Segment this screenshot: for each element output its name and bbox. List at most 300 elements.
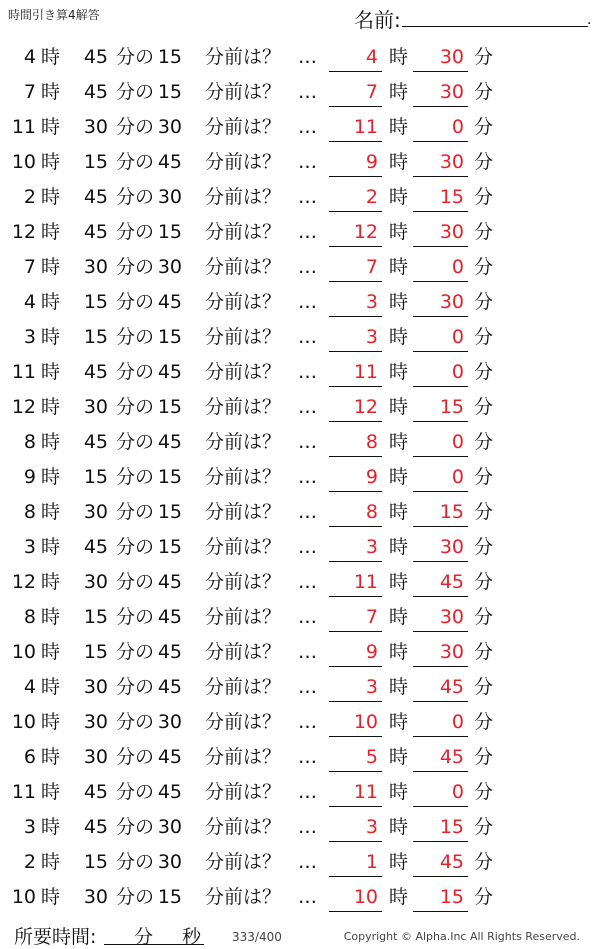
problem-row xyxy=(0,215,600,250)
answer-minute-unit: 分 xyxy=(474,396,494,418)
answer-minute-underline xyxy=(413,351,468,352)
answer-hour: 11 xyxy=(353,571,378,593)
hour-unit: 時 xyxy=(41,816,61,838)
start-hour: 10 xyxy=(11,151,36,173)
answer-hour-unit: 時 xyxy=(389,711,409,733)
subtract-minutes: 15 xyxy=(157,221,182,243)
problem-row xyxy=(0,565,600,600)
hour-unit: 時 xyxy=(41,431,61,453)
minute-of-label: 分の xyxy=(116,816,155,838)
answer-hour-underline xyxy=(329,281,382,282)
ellipsis: … xyxy=(298,326,317,348)
before-label: 分前は？ xyxy=(205,116,282,138)
ellipsis: … xyxy=(298,746,317,768)
ellipsis: … xyxy=(298,536,317,558)
ellipsis: … xyxy=(298,851,317,873)
minute-of-label: 分の xyxy=(116,711,155,733)
answer-minute-underline xyxy=(413,876,468,877)
answer-minute-underline xyxy=(413,526,468,527)
answer-minute-underline xyxy=(413,316,468,317)
answer-hour: 3 xyxy=(365,676,378,698)
start-hour: 8 xyxy=(23,606,36,628)
start-hour: 12 xyxy=(11,221,36,243)
before-label: 分前は？ xyxy=(205,466,282,488)
answer-hour-unit: 時 xyxy=(389,886,409,908)
problem-row xyxy=(0,285,600,320)
start-minute: 45 xyxy=(83,536,108,558)
problem-row xyxy=(0,355,600,390)
minute-of-label: 分の xyxy=(116,851,155,873)
start-minute: 45 xyxy=(83,46,108,68)
start-minute: 15 xyxy=(83,466,108,488)
ellipsis: … xyxy=(298,396,317,418)
answer-minute-unit: 分 xyxy=(474,571,494,593)
answer-hour-underline xyxy=(329,421,382,422)
start-minute: 30 xyxy=(83,886,108,908)
problem-row xyxy=(0,635,600,670)
hour-unit: 時 xyxy=(41,606,61,628)
subtract-minutes: 30 xyxy=(157,711,182,733)
start-hour: 10 xyxy=(11,711,36,733)
minute-of-label: 分の xyxy=(116,606,155,628)
start-minute: 30 xyxy=(83,676,108,698)
answer-minute-unit: 分 xyxy=(474,256,494,278)
before-label: 分前は？ xyxy=(205,746,282,768)
answer-minute: 15 xyxy=(439,886,464,908)
minute-of-label: 分の xyxy=(116,186,155,208)
minute-of-label: 分の xyxy=(116,256,155,278)
start-hour: 10 xyxy=(11,886,36,908)
subtract-minutes: 30 xyxy=(157,256,182,278)
problem-row xyxy=(0,40,600,75)
worksheet-header xyxy=(0,0,600,40)
hour-unit: 時 xyxy=(41,676,61,698)
minute-of-label: 分の xyxy=(116,501,155,523)
subtract-minutes: 15 xyxy=(157,326,182,348)
ellipsis: … xyxy=(298,186,317,208)
start-hour: 7 xyxy=(23,81,36,103)
hour-unit: 時 xyxy=(41,536,61,558)
hour-unit: 時 xyxy=(41,746,61,768)
answer-minute: 0 xyxy=(451,256,464,278)
problem-row xyxy=(0,810,600,845)
answer-minute-underline xyxy=(413,246,468,247)
before-label: 分前は？ xyxy=(205,46,282,68)
subtract-minutes: 45 xyxy=(157,291,182,313)
start-hour: 4 xyxy=(23,676,36,698)
start-hour: 11 xyxy=(11,116,36,138)
problem-row xyxy=(0,460,600,495)
hour-unit: 時 xyxy=(41,186,61,208)
start-hour: 4 xyxy=(23,291,36,313)
answer-hour: 8 xyxy=(365,501,378,523)
before-label: 分前は？ xyxy=(205,431,282,453)
start-hour: 8 xyxy=(23,501,36,523)
answer-hour: 7 xyxy=(365,256,378,278)
before-label: 分前は？ xyxy=(205,711,282,733)
answer-minute: 0 xyxy=(451,116,464,138)
answer-minute: 0 xyxy=(451,361,464,383)
answer-hour: 9 xyxy=(365,151,378,173)
answer-minute-unit: 分 xyxy=(474,431,494,453)
hour-unit: 時 xyxy=(41,571,61,593)
minute-of-label: 分の xyxy=(116,781,155,803)
problem-row xyxy=(0,880,600,915)
answer-hour-underline xyxy=(329,666,382,667)
before-label: 分前は？ xyxy=(205,606,282,628)
minute-of-label: 分の xyxy=(116,431,155,453)
hour-unit: 時 xyxy=(41,46,61,68)
ellipsis: … xyxy=(298,81,317,103)
start-hour: 11 xyxy=(11,781,36,803)
answer-minute-unit: 分 xyxy=(474,886,494,908)
subtract-minutes: 45 xyxy=(157,361,182,383)
answer-hour: 10 xyxy=(353,886,378,908)
answer-hour: 7 xyxy=(365,606,378,628)
before-label: 分前は？ xyxy=(205,781,282,803)
answer-hour-unit: 時 xyxy=(389,851,409,873)
answer-minute-unit: 分 xyxy=(474,291,494,313)
answer-minute: 30 xyxy=(439,606,464,628)
answer-hour-unit: 時 xyxy=(389,326,409,348)
hour-unit: 時 xyxy=(41,326,61,348)
subtract-minutes: 30 xyxy=(157,816,182,838)
start-minute: 15 xyxy=(83,326,108,348)
answer-minute-unit: 分 xyxy=(474,46,494,68)
ellipsis: … xyxy=(298,46,317,68)
minute-of-label: 分の xyxy=(116,396,155,418)
problem-row xyxy=(0,180,600,215)
answer-minute-underline xyxy=(413,631,468,632)
hour-unit: 時 xyxy=(41,396,61,418)
answer-minute-underline xyxy=(413,281,468,282)
answer-minute-underline xyxy=(413,736,468,737)
hour-unit: 時 xyxy=(41,151,61,173)
worksheet-footer xyxy=(0,914,600,949)
answer-hour-underline xyxy=(329,771,382,772)
minute-of-label: 分の xyxy=(116,221,155,243)
start-minute: 30 xyxy=(83,571,108,593)
ellipsis: … xyxy=(298,291,317,313)
answer-minute-unit: 分 xyxy=(474,326,494,348)
answer-hour-unit: 時 xyxy=(389,256,409,278)
answer-minute-underline xyxy=(413,806,468,807)
answer-hour-unit: 時 xyxy=(389,781,409,803)
answer-minute-underline xyxy=(413,71,468,72)
answer-minute-unit: 分 xyxy=(474,781,494,803)
answer-hour: 12 xyxy=(353,396,378,418)
start-minute: 30 xyxy=(83,501,108,523)
ellipsis: … xyxy=(298,256,317,278)
start-minute: 15 xyxy=(83,641,108,663)
answer-minute: 0 xyxy=(451,431,464,453)
answer-hour-unit: 時 xyxy=(389,641,409,663)
answer-minute-underline xyxy=(413,701,468,702)
answer-minute-underline xyxy=(413,141,468,142)
answer-hour: 5 xyxy=(365,746,378,768)
answer-minute: 45 xyxy=(439,746,464,768)
ellipsis: … xyxy=(298,606,317,628)
answer-hour: 3 xyxy=(365,326,378,348)
start-hour: 2 xyxy=(23,851,36,873)
answer-minute-unit: 分 xyxy=(474,116,494,138)
problem-row xyxy=(0,390,600,425)
subtract-minutes: 45 xyxy=(157,641,182,663)
answer-hour-underline xyxy=(329,106,382,107)
answer-hour-underline xyxy=(329,351,382,352)
problem-list xyxy=(0,40,600,915)
answer-hour-unit: 時 xyxy=(389,186,409,208)
answer-minute-underline xyxy=(413,771,468,772)
problem-row xyxy=(0,75,600,110)
answer-minute-underline xyxy=(413,456,468,457)
answer-hour-unit: 時 xyxy=(389,291,409,313)
minute-of-label: 分の xyxy=(116,81,155,103)
start-minute: 30 xyxy=(83,746,108,768)
answer-minute-underline xyxy=(413,911,468,912)
answer-minute: 30 xyxy=(439,641,464,663)
start-minute: 15 xyxy=(83,151,108,173)
start-minute: 30 xyxy=(83,116,108,138)
before-label: 分前は？ xyxy=(205,501,282,523)
problem-row xyxy=(0,495,600,530)
start-minute: 45 xyxy=(83,186,108,208)
start-hour: 12 xyxy=(11,396,36,418)
before-label: 分前は？ xyxy=(205,851,282,873)
answer-minute-unit: 分 xyxy=(474,361,494,383)
answer-hour: 9 xyxy=(365,641,378,663)
answer-minute-underline xyxy=(413,561,468,562)
answer-minute-unit: 分 xyxy=(474,501,494,523)
answer-minute: 0 xyxy=(451,711,464,733)
answer-minute: 0 xyxy=(451,781,464,803)
hour-unit: 時 xyxy=(41,886,61,908)
start-minute: 15 xyxy=(83,851,108,873)
start-minute: 45 xyxy=(83,221,108,243)
start-minute: 15 xyxy=(83,606,108,628)
before-label: 分前は？ xyxy=(205,361,282,383)
answer-hour: 11 xyxy=(353,361,378,383)
minute-of-label: 分の xyxy=(116,641,155,663)
start-minute: 45 xyxy=(83,816,108,838)
answer-hour-unit: 時 xyxy=(389,221,409,243)
answer-minute-underline xyxy=(413,176,468,177)
problem-row xyxy=(0,600,600,635)
answer-minute-unit: 分 xyxy=(474,816,494,838)
answer-minute-underline xyxy=(413,421,468,422)
minute-of-label: 分の xyxy=(116,746,155,768)
required-time-label: 所要時間: xyxy=(14,926,97,948)
answer-minute-unit: 分 xyxy=(474,151,494,173)
start-hour: 3 xyxy=(23,816,36,838)
copyright-notice: Copyright © Alpha.Inc All Rights Reserved. xyxy=(343,930,580,943)
answer-minute-unit: 分 xyxy=(474,221,494,243)
answer-minute-unit: 分 xyxy=(474,186,494,208)
before-label: 分前は？ xyxy=(205,81,282,103)
answer-hour-unit: 時 xyxy=(389,466,409,488)
problem-row xyxy=(0,775,600,810)
answer-hour-underline xyxy=(329,211,382,212)
answer-hour: 7 xyxy=(365,81,378,103)
before-label: 分前は？ xyxy=(205,816,282,838)
answer-minute-unit: 分 xyxy=(474,466,494,488)
answer-hour-unit: 時 xyxy=(389,396,409,418)
subtract-minutes: 15 xyxy=(157,501,182,523)
before-label: 分前は？ xyxy=(205,396,282,418)
minute-of-label: 分の xyxy=(116,326,155,348)
subtract-minutes: 15 xyxy=(157,536,182,558)
start-hour: 6 xyxy=(23,746,36,768)
answer-minute: 30 xyxy=(439,81,464,103)
start-hour: 12 xyxy=(11,571,36,593)
ellipsis: … xyxy=(298,641,317,663)
ellipsis: … xyxy=(298,781,317,803)
subtract-minutes: 30 xyxy=(157,851,182,873)
answer-hour: 4 xyxy=(365,46,378,68)
ellipsis: … xyxy=(298,151,317,173)
answer-hour-underline xyxy=(329,316,382,317)
answer-minute: 45 xyxy=(439,571,464,593)
subtract-minutes: 15 xyxy=(157,466,182,488)
problem-row xyxy=(0,530,600,565)
hour-unit: 時 xyxy=(41,221,61,243)
answer-minute-underline xyxy=(413,106,468,107)
ellipsis: … xyxy=(298,886,317,908)
subtract-minutes: 15 xyxy=(157,886,182,908)
start-minute: 30 xyxy=(83,396,108,418)
ellipsis: … xyxy=(298,431,317,453)
answer-minute: 15 xyxy=(439,396,464,418)
subtract-minutes: 45 xyxy=(157,606,182,628)
answer-minute-underline xyxy=(413,666,468,667)
ellipsis: … xyxy=(298,361,317,383)
problem-row xyxy=(0,145,600,180)
answer-hour-underline xyxy=(329,386,382,387)
hour-unit: 時 xyxy=(41,466,61,488)
minute-of-label: 分の xyxy=(116,291,155,313)
start-minute: 45 xyxy=(83,431,108,453)
answer-hour-underline xyxy=(329,631,382,632)
start-minute: 30 xyxy=(83,256,108,278)
answer-hour-underline xyxy=(329,841,382,842)
subtract-minutes: 45 xyxy=(157,431,182,453)
ellipsis: … xyxy=(298,116,317,138)
start-minute: 45 xyxy=(83,781,108,803)
answer-hour-unit: 時 xyxy=(389,746,409,768)
answer-hour-unit: 時 xyxy=(389,501,409,523)
answer-hour-unit: 時 xyxy=(389,116,409,138)
answer-minute: 30 xyxy=(439,46,464,68)
start-hour: 3 xyxy=(23,536,36,558)
subtract-minutes: 15 xyxy=(157,396,182,418)
hour-unit: 時 xyxy=(41,116,61,138)
minute-of-label: 分の xyxy=(116,676,155,698)
start-hour: 9 xyxy=(23,466,36,488)
answer-minute-underline xyxy=(413,386,468,387)
answer-hour-underline xyxy=(329,526,382,527)
answer-minute: 15 xyxy=(439,501,464,523)
answer-hour-unit: 時 xyxy=(389,676,409,698)
answer-minute-underline xyxy=(413,596,468,597)
answer-hour-underline xyxy=(329,246,382,247)
page-number: 333/400 xyxy=(232,930,282,944)
subtract-minutes: 45 xyxy=(157,781,182,803)
answer-hour-unit: 時 xyxy=(389,816,409,838)
minute-of-label: 分の xyxy=(116,571,155,593)
problem-row xyxy=(0,740,600,775)
start-minute: 45 xyxy=(83,81,108,103)
minute-of-label: 分の xyxy=(116,361,155,383)
minute-of-label: 分の xyxy=(116,151,155,173)
answer-minute: 30 xyxy=(439,151,464,173)
problem-row xyxy=(0,250,600,285)
answer-minute: 30 xyxy=(439,221,464,243)
subtract-minutes: 15 xyxy=(157,46,182,68)
subtract-minutes: 45 xyxy=(157,571,182,593)
answer-hour-underline xyxy=(329,141,382,142)
subtract-minutes: 45 xyxy=(157,676,182,698)
answer-hour: 11 xyxy=(353,781,378,803)
start-minute: 45 xyxy=(83,361,108,383)
answer-hour: 12 xyxy=(353,221,378,243)
before-label: 分前は？ xyxy=(205,536,282,558)
problem-row xyxy=(0,705,600,740)
start-hour: 8 xyxy=(23,431,36,453)
answer-hour-unit: 時 xyxy=(389,151,409,173)
answer-hour-unit: 時 xyxy=(389,536,409,558)
subtract-minutes: 45 xyxy=(157,746,182,768)
answer-hour-underline xyxy=(329,491,382,492)
name-underline xyxy=(402,26,588,27)
answer-hour: 9 xyxy=(365,466,378,488)
answer-minute-unit: 分 xyxy=(474,606,494,628)
ellipsis: … xyxy=(298,466,317,488)
before-label: 分前は？ xyxy=(205,186,282,208)
before-label: 分前は？ xyxy=(205,676,282,698)
answer-hour-underline xyxy=(329,71,382,72)
before-label: 分前は？ xyxy=(205,641,282,663)
problem-row xyxy=(0,425,600,460)
start-minute: 15 xyxy=(83,291,108,313)
answer-minute-unit: 分 xyxy=(474,711,494,733)
answer-hour-underline xyxy=(329,176,382,177)
subtract-minutes: 15 xyxy=(157,81,182,103)
ellipsis: … xyxy=(298,711,317,733)
minute-of-label: 分の xyxy=(116,46,155,68)
answer-minute-underline xyxy=(413,491,468,492)
before-label: 分前は？ xyxy=(205,221,282,243)
answer-hour-unit: 時 xyxy=(389,606,409,628)
answer-hour: 3 xyxy=(365,536,378,558)
hour-unit: 時 xyxy=(41,851,61,873)
ellipsis: … xyxy=(298,221,317,243)
answer-hour-underline xyxy=(329,911,382,912)
hour-unit: 時 xyxy=(41,711,61,733)
minute-of-label: 分の xyxy=(116,466,155,488)
answer-hour: 3 xyxy=(365,816,378,838)
before-label: 分前は？ xyxy=(205,151,282,173)
start-hour: 4 xyxy=(23,46,36,68)
answer-minute-unit: 分 xyxy=(474,536,494,558)
answer-hour-underline xyxy=(329,876,382,877)
answer-minute: 0 xyxy=(451,466,464,488)
minute-of-label: 分の xyxy=(116,116,155,138)
answer-minute-unit: 分 xyxy=(474,641,494,663)
name-label: 名前: xyxy=(354,8,401,32)
answer-minute-unit: 分 xyxy=(474,81,494,103)
name-end-dot: . xyxy=(587,12,592,28)
answer-hour: 8 xyxy=(365,431,378,453)
